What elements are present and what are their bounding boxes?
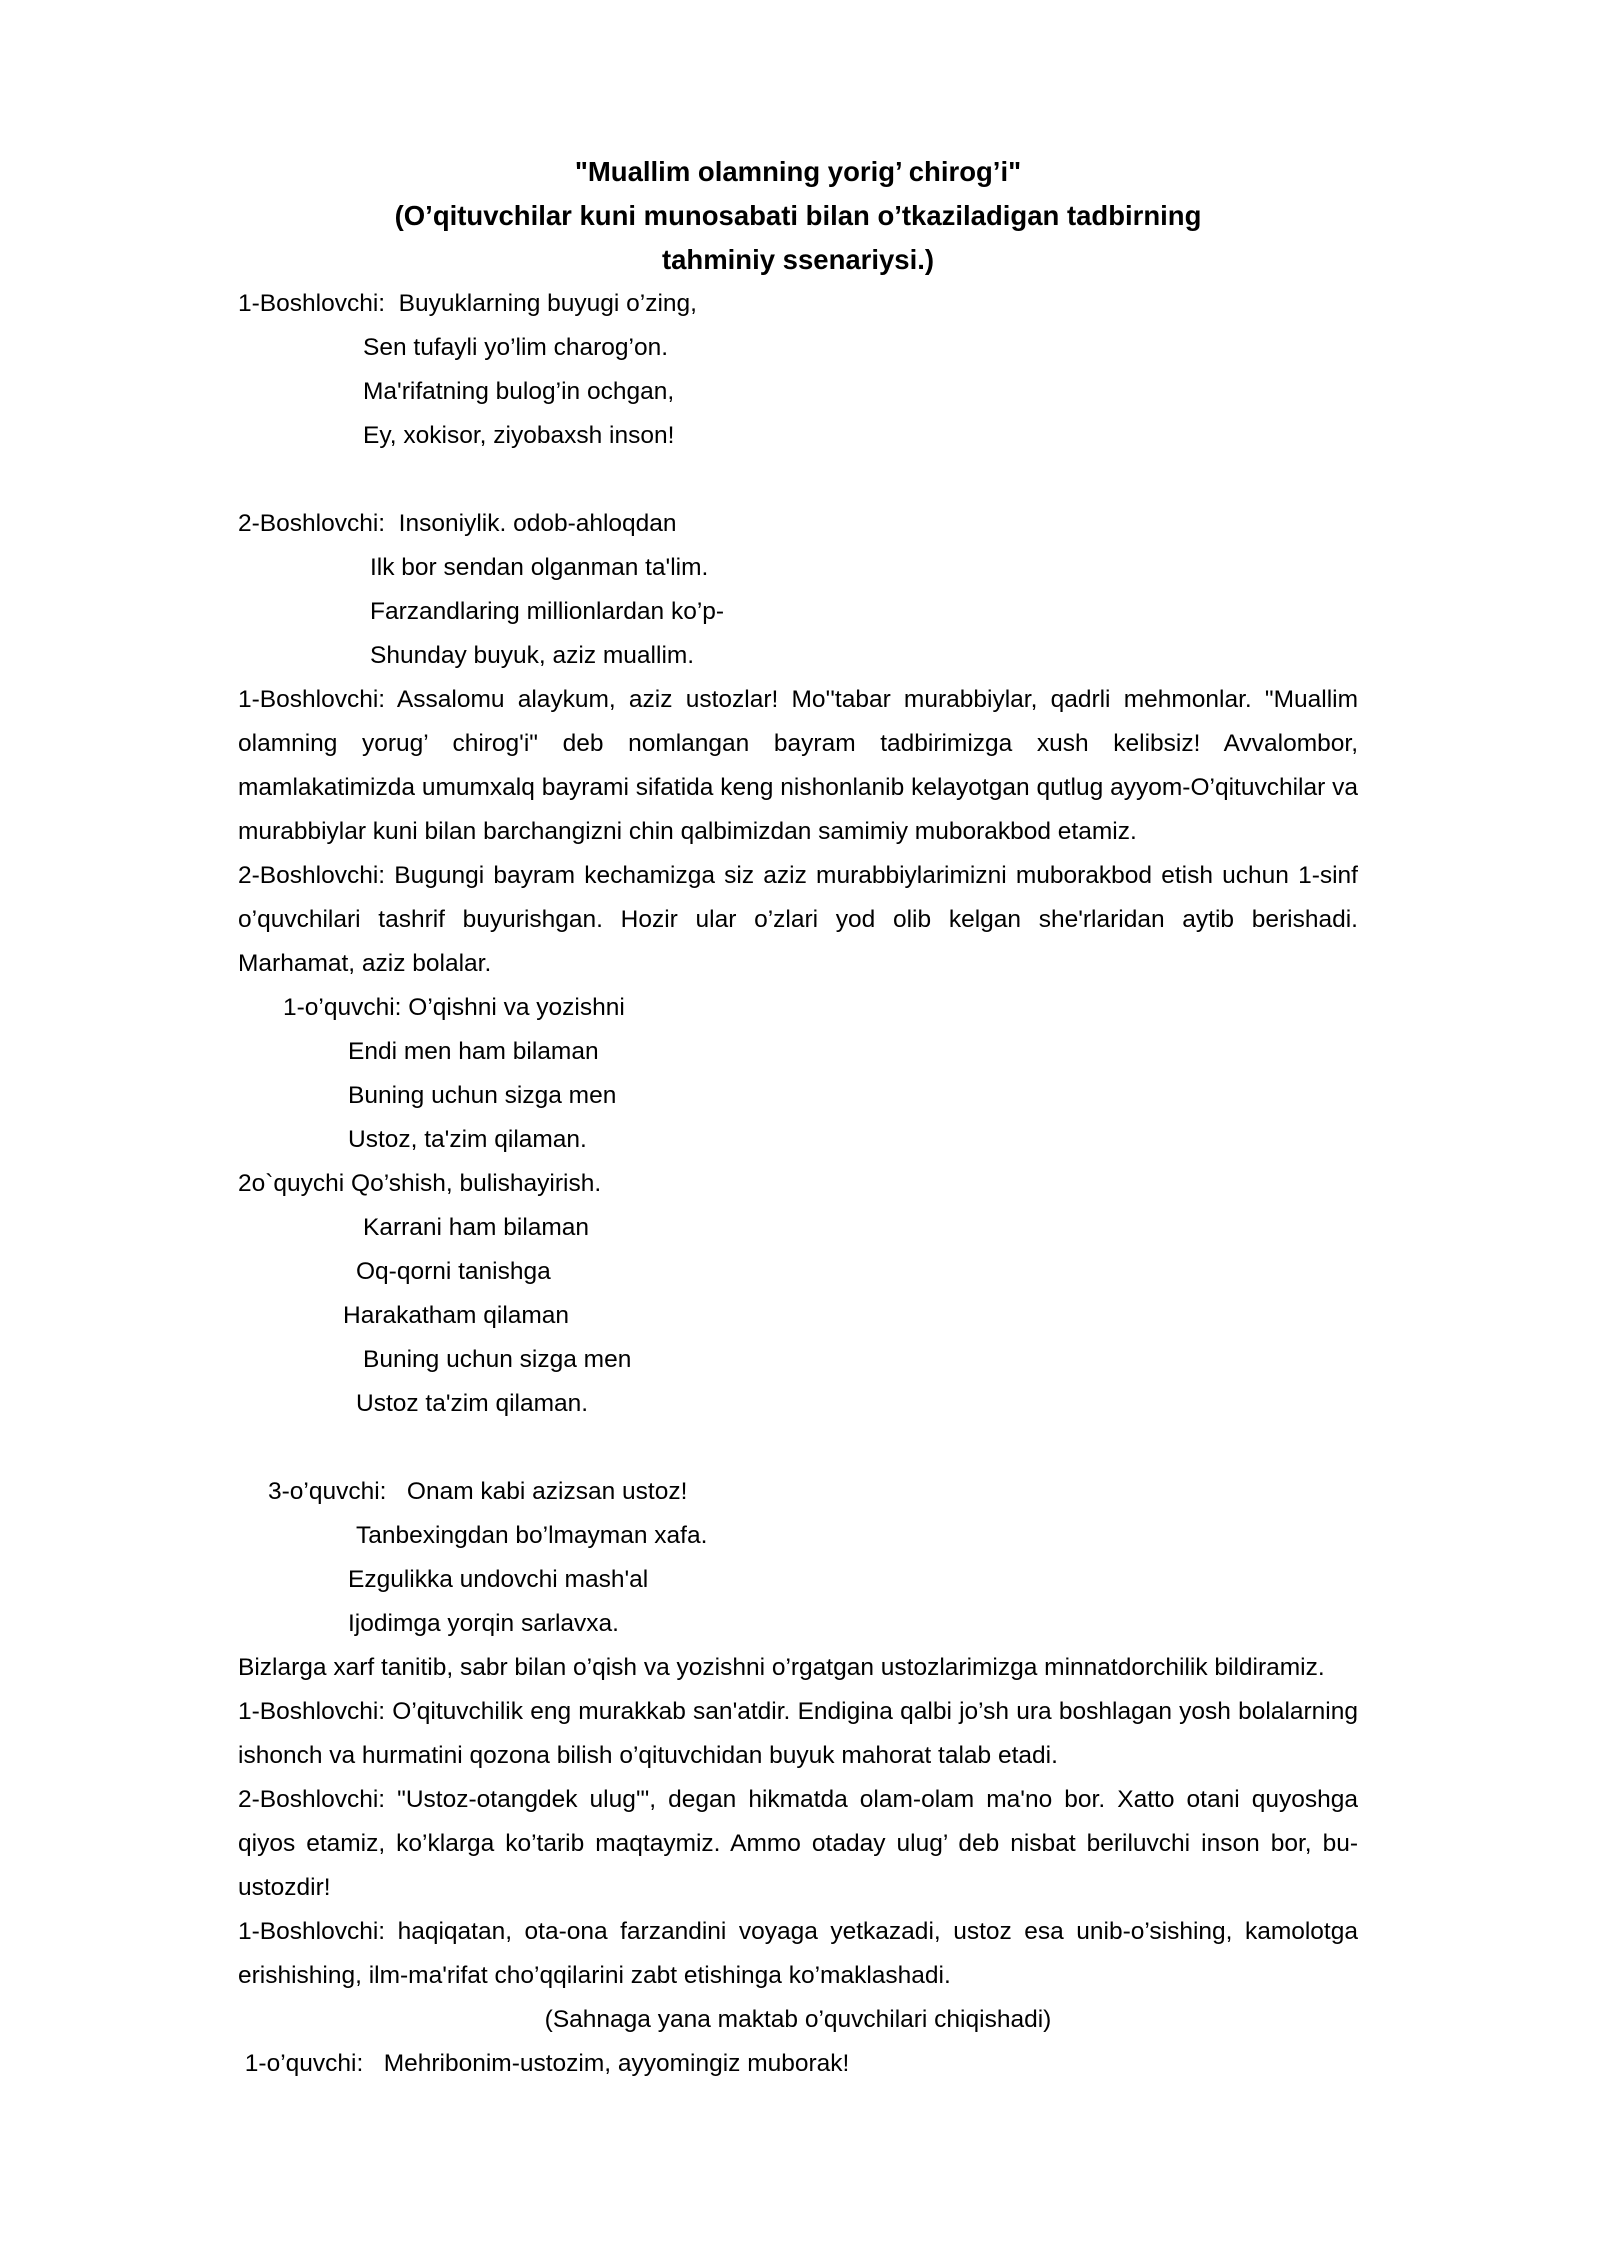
- verse-1-line-2: Sen tufayli yo’lim charog’on.: [363, 334, 669, 361]
- page-title: [238, 150, 1358, 282]
- title-line-1: "Muallim olamning yorig’ chirog’i": [574, 156, 1022, 187]
- pupil-3-line-3: Ezgulikka undovchi mash'al: [348, 1566, 649, 1593]
- title-line-2: (O’qituvchilar kuni munosabati bilan o’tkaziladigan tadbirning: [394, 200, 1202, 231]
- pupil-2-line-6: Ustoz ta'zim qilaman.: [356, 1390, 589, 1417]
- verse-gap-2: [238, 1426, 1358, 1470]
- pupil-3-line-4: Ijodimga yorqin sarlavxa.: [348, 1610, 619, 1637]
- verse-1-line-4: Ey, xokisor, ziyobaxsh inson!: [363, 422, 675, 449]
- verse-2-line-3: Farzandlaring millionlardan ko’p-: [370, 598, 725, 625]
- document-body: [238, 150, 1358, 2086]
- verse-1-speaker-line: 1-Boshlovchi: Buyuklarning buyugi o’zing,: [238, 290, 697, 317]
- paragraph-host-2-intro: 2-Boshlovchi: Bugungi bayram kechamizga siz aziz murabbiylarimizni muborakbod etish uchun 1-sinf o’quvchilari tashrif buyurishgan. Hozir ular o’zlari yod olib kelgan she'rlaridan aytib berishadi. Marhamat, aziz bolalar.: [238, 862, 1358, 977]
- pupil-2-line-3: Oq-qorni tanishga: [356, 1258, 551, 1285]
- stage-direction: (Sahnaga yana maktab o’quvchilari chiqishadi): [544, 2006, 1052, 2033]
- pupil-1-line-2: Endi men ham bilaman: [348, 1038, 599, 1065]
- verse-2-line-2: Ilk bor sendan olganman ta'lim.: [370, 554, 709, 581]
- verse-2-line-4: Shunday buyuk, aziz muallim.: [370, 642, 695, 669]
- verse-gap-1: [238, 458, 1358, 502]
- verse-1-line-3: Ma'rifatning bulog’in ochgan,: [363, 378, 675, 405]
- paragraph-host-1-parent-teacher: 1-Boshlovchi: haqiqatan, ota-ona farzandini voyaga yetkazadi, ustoz esa unib-o’sishing, kamolotga erishishing, ilm-ma'rifat cho’qqilarini zabt etishinga ko’maklashadi.: [238, 1918, 1358, 1989]
- pupil-1-closing-line: 1-o’quvchi: Mehribonim-ustozim, ayyomingiz muborak!: [238, 2050, 850, 2077]
- paragraph-host-2-proverb: 2-Boshlovchi: "Ustoz-otangdek ulug'", degan hikmatda olam-olam ma'no bor. Xatto otani quyoshga qiyos etamiz, ko’klarga ko’tarib maqtaymiz. Ammo otaday ulug’ deb nisbat beriluvchi inson bor, bu-ustozdir!: [238, 1786, 1358, 1901]
- pupil-3-line-2: Tanbexingdan bo’lmayman xafa.: [356, 1522, 708, 1549]
- paragraph-host-1-teaching-art: 1-Boshlovchi: O’qituvchilik eng murakkab san'atdir. Endigina qalbi jo’sh ura boshlagan yosh bolalarning ishonch va hurmatini qozona bilish o’qituvchidan buyuk mahorat talab etadi.: [238, 1698, 1358, 1769]
- pupil-1-line-3: Buning uchun sizga men: [348, 1082, 617, 1109]
- pupil-1-line-4: Ustoz, ta'zim qilaman.: [348, 1126, 587, 1153]
- paragraph-pupils-thanks: Bizlarga xarf tanitib, sabr bilan o’qish va yozishni o’rgatgan ustozlarimizga minnatdorchilik bildiramiz.: [238, 1654, 1325, 1681]
- pupil-2-line-2: Karrani ham bilaman: [363, 1214, 590, 1241]
- pupil-3-speaker-line: 3-o’quvchi: Onam kabi azizsan ustoz!: [268, 1478, 688, 1505]
- pupil-2-line-5: Buning uchun sizga men: [363, 1346, 632, 1373]
- pupil-1-speaker-line: 1-o’quvchi: O’qishni va yozishni: [283, 994, 625, 1021]
- paragraph-host-1-greeting: 1-Boshlovchi: Assalomu alaykum, aziz ustozlar! Mo''tabar murabbiylar, qadrli mehmonlar. "Muallim olamning yorug’ chirog'i" deb nomlangan bayram tadbirimizga xush kelibsiz! Avvalombor, mamlakatimizda umumxalq bayrami sifatida keng nishonlanib kelayotgan qutlug ayyom-O’qituvchilar va murabbiylar kuni bilan barchangizni chin qalbimizdan samimiy muborakbod etamiz.: [238, 686, 1358, 845]
- pupil-2-line-4: Harakatham qilaman: [343, 1302, 570, 1329]
- pupil-2-speaker-line: 2o`quychi Qo’shish, bulishayirish.: [238, 1170, 602, 1197]
- verse-2-speaker-line: 2-Boshlovchi: Insoniylik. odob-ahloqdan: [238, 510, 677, 537]
- title-line-3: tahminiy ssenariysi.): [661, 244, 935, 275]
